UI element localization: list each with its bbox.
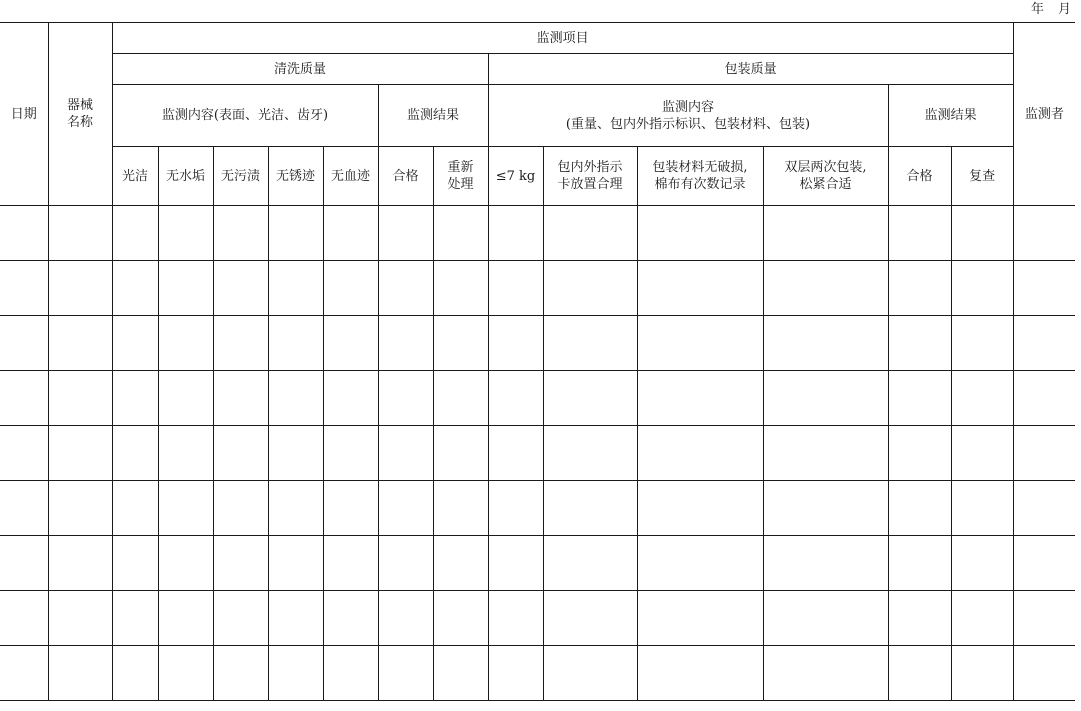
cleaning-item-header: 无水垢 bbox=[158, 147, 213, 206]
table-cell[interactable] bbox=[158, 646, 213, 701]
table-cell[interactable] bbox=[488, 371, 543, 426]
cleaning-content-header: 监测内容(表面、光洁、齿牙) bbox=[112, 85, 378, 147]
table-cell[interactable] bbox=[1013, 426, 1075, 481]
table-cell[interactable] bbox=[268, 426, 323, 481]
table-cell[interactable] bbox=[543, 206, 637, 261]
packaging-recheck-header: 复查 bbox=[951, 147, 1013, 206]
table-cell[interactable] bbox=[543, 591, 637, 646]
table-cell[interactable] bbox=[888, 261, 951, 316]
table-cell[interactable] bbox=[637, 206, 763, 261]
table-cell[interactable] bbox=[433, 206, 488, 261]
table-cell[interactable] bbox=[378, 591, 433, 646]
cleaning-item-header: 无血迹 bbox=[323, 147, 378, 206]
table-cell[interactable] bbox=[112, 261, 158, 316]
table-cell[interactable] bbox=[888, 316, 951, 371]
table-cell[interactable] bbox=[1013, 371, 1075, 426]
table-cell[interactable] bbox=[213, 261, 268, 316]
table-cell[interactable] bbox=[888, 481, 951, 536]
table-cell[interactable] bbox=[488, 316, 543, 371]
table-cell[interactable] bbox=[543, 371, 637, 426]
table-cell[interactable] bbox=[323, 481, 378, 536]
packaging-item-header: ≤7 kg bbox=[488, 147, 543, 206]
table-cell[interactable] bbox=[951, 316, 1013, 371]
table-cell[interactable] bbox=[158, 316, 213, 371]
table-cell[interactable] bbox=[888, 536, 951, 591]
table-cell[interactable] bbox=[158, 481, 213, 536]
table-cell[interactable] bbox=[378, 481, 433, 536]
table-cell[interactable] bbox=[48, 206, 112, 261]
cleaning-result-header: 监测结果 bbox=[378, 85, 488, 147]
table-cell[interactable] bbox=[543, 261, 637, 316]
table-cell[interactable] bbox=[433, 591, 488, 646]
table-cell[interactable] bbox=[213, 536, 268, 591]
table-cell[interactable] bbox=[158, 591, 213, 646]
table-cell[interactable] bbox=[763, 261, 888, 316]
table-cell[interactable] bbox=[637, 646, 763, 701]
table-cell[interactable] bbox=[888, 206, 951, 261]
table-cell[interactable] bbox=[48, 316, 112, 371]
table-cell[interactable] bbox=[637, 261, 763, 316]
table-cell[interactable] bbox=[543, 536, 637, 591]
table-cell[interactable] bbox=[112, 206, 158, 261]
table-cell[interactable] bbox=[268, 316, 323, 371]
table-cell[interactable] bbox=[112, 426, 158, 481]
monitor-items-header: 监测项目 bbox=[112, 23, 1013, 54]
table-cell[interactable] bbox=[763, 316, 888, 371]
table-cell[interactable] bbox=[378, 206, 433, 261]
date-column-header: 日期 bbox=[0, 23, 48, 206]
table-row bbox=[0, 371, 1075, 426]
table-cell[interactable] bbox=[213, 426, 268, 481]
cleaning-quality-header: 清洗质量 bbox=[112, 54, 488, 85]
table-cell[interactable] bbox=[763, 481, 888, 536]
table-cell[interactable] bbox=[158, 206, 213, 261]
table-cell[interactable] bbox=[888, 591, 951, 646]
table-cell[interactable] bbox=[888, 426, 951, 481]
cleaning-item-header: 光洁 bbox=[112, 147, 158, 206]
table-cell[interactable] bbox=[1013, 316, 1075, 371]
table-row bbox=[0, 481, 1075, 536]
table-cell[interactable] bbox=[1013, 261, 1075, 316]
table-cell[interactable] bbox=[433, 371, 488, 426]
table-cell[interactable] bbox=[112, 371, 158, 426]
table-cell[interactable] bbox=[323, 591, 378, 646]
table-cell[interactable] bbox=[1013, 591, 1075, 646]
table-cell[interactable] bbox=[488, 261, 543, 316]
table-cell[interactable] bbox=[48, 481, 112, 536]
table-cell[interactable] bbox=[0, 591, 48, 646]
table-cell[interactable] bbox=[213, 481, 268, 536]
table-cell[interactable] bbox=[112, 591, 158, 646]
table-cell[interactable] bbox=[378, 646, 433, 701]
table-cell[interactable] bbox=[378, 536, 433, 591]
packaging-content-header: 监测内容 (重量、包内外指示标识、包装材料、包装) bbox=[488, 85, 888, 147]
table-cell[interactable] bbox=[637, 591, 763, 646]
table-cell[interactable] bbox=[637, 481, 763, 536]
table-cell[interactable] bbox=[543, 316, 637, 371]
table-cell[interactable] bbox=[378, 316, 433, 371]
cleaning-item-header: 无锈迹 bbox=[268, 147, 323, 206]
table-cell[interactable] bbox=[543, 646, 637, 701]
table-cell[interactable] bbox=[158, 426, 213, 481]
table-cell[interactable] bbox=[637, 316, 763, 371]
table-cell[interactable] bbox=[378, 426, 433, 481]
table-cell[interactable] bbox=[323, 426, 378, 481]
table-cell[interactable] bbox=[951, 426, 1013, 481]
table-cell[interactable] bbox=[763, 591, 888, 646]
table-cell[interactable] bbox=[433, 316, 488, 371]
table-cell[interactable] bbox=[543, 481, 637, 536]
table-cell[interactable] bbox=[268, 261, 323, 316]
table-cell[interactable] bbox=[1013, 206, 1075, 261]
table-row bbox=[0, 426, 1075, 481]
table-cell[interactable] bbox=[637, 371, 763, 426]
table-cell[interactable] bbox=[637, 536, 763, 591]
table-row bbox=[0, 536, 1075, 591]
table-cell[interactable] bbox=[951, 206, 1013, 261]
table-cell[interactable] bbox=[488, 591, 543, 646]
table-cell[interactable] bbox=[268, 481, 323, 536]
table-cell[interactable] bbox=[763, 371, 888, 426]
table-cell[interactable] bbox=[488, 646, 543, 701]
table-cell[interactable] bbox=[112, 316, 158, 371]
monitoring-record-table bbox=[0, 22, 1075, 701]
table-cell[interactable] bbox=[268, 371, 323, 426]
cleaning-item-header: 无污渍 bbox=[213, 147, 268, 206]
table-cell[interactable] bbox=[268, 536, 323, 591]
table-cell[interactable] bbox=[433, 261, 488, 316]
table-cell[interactable] bbox=[213, 206, 268, 261]
year-label: 年 bbox=[1030, 2, 1044, 17]
table-cell[interactable] bbox=[158, 371, 213, 426]
table-cell[interactable] bbox=[488, 481, 543, 536]
table-cell[interactable] bbox=[48, 261, 112, 316]
table-cell[interactable] bbox=[0, 316, 48, 371]
table-row bbox=[0, 316, 1075, 371]
table-cell[interactable] bbox=[0, 536, 48, 591]
table-cell[interactable] bbox=[763, 536, 888, 591]
date-header bbox=[1017, 0, 1071, 22]
table-cell[interactable] bbox=[1013, 536, 1075, 591]
table-cell[interactable] bbox=[951, 481, 1013, 536]
table-cell[interactable] bbox=[433, 426, 488, 481]
table-cell[interactable] bbox=[763, 646, 888, 701]
table-cell[interactable] bbox=[0, 371, 48, 426]
table-cell[interactable] bbox=[951, 536, 1013, 591]
table-cell[interactable] bbox=[48, 591, 112, 646]
table-cell[interactable] bbox=[951, 261, 1013, 316]
month-label: 月 bbox=[1057, 2, 1071, 17]
table-cell[interactable] bbox=[323, 646, 378, 701]
table-cell[interactable] bbox=[112, 536, 158, 591]
table-cell[interactable] bbox=[1013, 481, 1075, 536]
monitor-person-column-header: 监测者 bbox=[1013, 23, 1075, 206]
packaging-result-header: 监测结果 bbox=[888, 85, 1013, 147]
table-cell[interactable] bbox=[48, 536, 112, 591]
table-row bbox=[0, 206, 1075, 261]
table-cell[interactable] bbox=[0, 206, 48, 261]
table-cell[interactable] bbox=[763, 426, 888, 481]
table-cell[interactable] bbox=[488, 206, 543, 261]
packaging-item-header: 双层两次包装, 松紧合适 bbox=[763, 147, 888, 206]
table-row bbox=[0, 261, 1075, 316]
table-cell[interactable] bbox=[48, 371, 112, 426]
table-cell[interactable] bbox=[112, 646, 158, 701]
packaging-quality-header: 包装质量 bbox=[488, 54, 1013, 85]
table-cell[interactable] bbox=[323, 261, 378, 316]
packaging-item-header: 包装材料无破损, 棉布有次数记录 bbox=[637, 147, 763, 206]
table-cell[interactable] bbox=[323, 536, 378, 591]
table-cell[interactable] bbox=[951, 371, 1013, 426]
table-cell[interactable] bbox=[488, 536, 543, 591]
table-cell[interactable] bbox=[323, 371, 378, 426]
table-cell[interactable] bbox=[323, 206, 378, 261]
table-cell[interactable] bbox=[213, 646, 268, 701]
table-cell[interactable] bbox=[323, 316, 378, 371]
table-cell[interactable] bbox=[488, 426, 543, 481]
packaging-qualified-header: 合格 bbox=[888, 147, 951, 206]
table-cell[interactable] bbox=[112, 481, 158, 536]
table-cell[interactable] bbox=[0, 426, 48, 481]
cleaning-qualified-header: 合格 bbox=[378, 147, 433, 206]
table-cell[interactable] bbox=[48, 646, 112, 701]
table-cell[interactable] bbox=[158, 536, 213, 591]
table-cell[interactable] bbox=[213, 316, 268, 371]
table-cell[interactable] bbox=[543, 426, 637, 481]
table-cell[interactable] bbox=[268, 646, 323, 701]
cleaning-reprocess-header: 重新 处理 bbox=[433, 147, 488, 206]
packaging-item-header: 包内外指示 卡放置合理 bbox=[543, 147, 637, 206]
table-cell[interactable] bbox=[268, 206, 323, 261]
table-cell[interactable] bbox=[888, 371, 951, 426]
table-cell[interactable] bbox=[637, 426, 763, 481]
table-cell[interactable] bbox=[763, 206, 888, 261]
table-cell[interactable] bbox=[0, 481, 48, 536]
table-cell[interactable] bbox=[48, 426, 112, 481]
table-cell[interactable] bbox=[268, 591, 323, 646]
table-cell[interactable] bbox=[0, 646, 48, 701]
table-cell[interactable] bbox=[158, 261, 213, 316]
table-cell[interactable] bbox=[378, 371, 433, 426]
table-cell[interactable] bbox=[378, 261, 433, 316]
table-row bbox=[0, 646, 1075, 701]
table-cell[interactable] bbox=[951, 591, 1013, 646]
table-cell[interactable] bbox=[213, 371, 268, 426]
instrument-name-column-header: 器械 名称 bbox=[48, 23, 112, 206]
table-cell[interactable] bbox=[433, 481, 488, 536]
table-row bbox=[0, 591, 1075, 646]
table-cell[interactable] bbox=[433, 646, 488, 701]
table-cell[interactable] bbox=[0, 261, 48, 316]
table-cell[interactable] bbox=[888, 646, 951, 701]
table-cell[interactable] bbox=[1013, 646, 1075, 701]
table-cell[interactable] bbox=[433, 536, 488, 591]
table-cell[interactable] bbox=[951, 646, 1013, 701]
table-cell[interactable] bbox=[213, 591, 268, 646]
